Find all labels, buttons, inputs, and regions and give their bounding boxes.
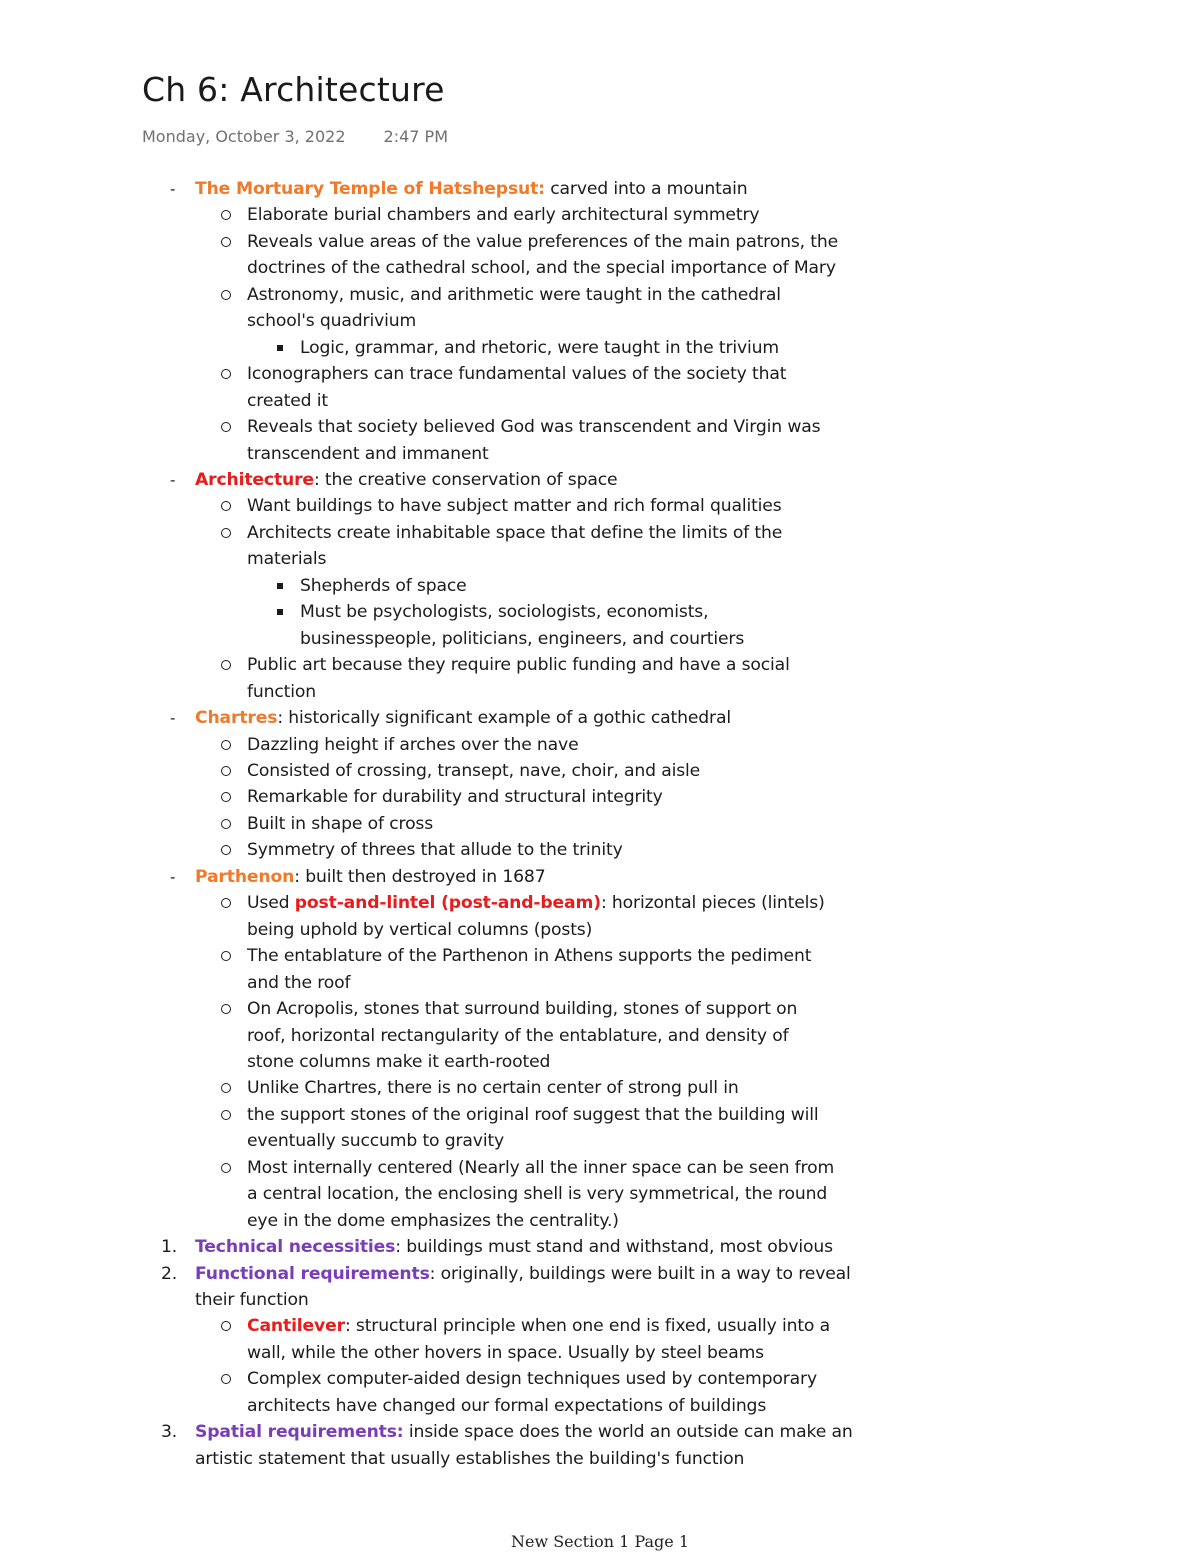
page-title: Ch 6: Architecture	[142, 70, 445, 109]
note-text: Dazzling height if arches over the nave	[247, 734, 579, 755]
note-text: Symmetry of threes that allude to the trinity	[247, 840, 623, 861]
note-line	[0, 1287, 1200, 1313]
note-text: Built in shape of cross	[247, 813, 434, 834]
note-line	[0, 176, 1200, 202]
note-line	[0, 388, 1200, 414]
note-line	[0, 1366, 1200, 1392]
page-time: 2:47 PM	[383, 127, 448, 146]
note-line	[0, 811, 1200, 837]
note-text: function	[247, 681, 317, 702]
note-text: businesspeople, politicians, engineers, and courtiers	[300, 628, 745, 649]
note-line	[0, 1181, 1200, 1207]
note-text: being uphold by vertical columns (posts)	[247, 919, 593, 940]
dash-bullet-icon: -	[170, 867, 176, 886]
circle-bullet-icon	[221, 369, 231, 379]
dash-bullet-icon: -	[170, 709, 176, 728]
circle-bullet-icon	[221, 237, 231, 247]
circle-bullet-icon	[221, 766, 231, 776]
highlighted-term: Chartres	[195, 708, 278, 729]
note-line	[0, 255, 1200, 281]
note-text: : structural principle when one end is fixed, usually into a	[344, 1316, 830, 1337]
note-text: wall, while the other hovers in space. Usually by steel beams	[247, 1342, 764, 1363]
note-line	[0, 784, 1200, 810]
note-text: eventually succumb to gravity	[247, 1131, 505, 1152]
highlighted-term: Functional requirements	[195, 1263, 430, 1284]
note-line	[0, 573, 1200, 599]
highlighted-term: Architecture	[195, 469, 314, 490]
page-date: Monday, October 3, 2022	[142, 127, 346, 146]
note-text: Logic, grammar, and rhetoric, were taught in the trivium	[300, 337, 779, 358]
note-line	[0, 229, 1200, 255]
note-line	[0, 732, 1200, 758]
note-line	[0, 1155, 1200, 1181]
note-text: school's quadrivium	[247, 311, 417, 332]
note-text: materials	[247, 549, 327, 570]
note-line	[0, 1075, 1200, 1101]
circle-bullet-icon	[221, 1004, 231, 1014]
note-text: Must be psychologists, sociologists, economists,	[300, 602, 709, 623]
note-text: : built then destroyed in 1687	[294, 866, 546, 887]
note-prefix: Used	[247, 893, 295, 914]
note-line	[0, 837, 1200, 863]
note-text: Consisted of crossing, transept, nave, choir, and aisle	[247, 760, 701, 781]
circle-bullet-icon	[221, 501, 231, 511]
note-line	[0, 493, 1200, 519]
note-text: Reveals value areas of the value preferences of the main patrons, the	[247, 231, 839, 252]
note-line	[0, 1446, 1200, 1472]
square-bullet-icon	[277, 583, 283, 589]
note-text: artistic statement that usually establishes the building's function	[195, 1448, 745, 1469]
circle-bullet-icon	[221, 792, 231, 802]
note-line	[0, 282, 1200, 308]
note-line	[0, 758, 1200, 784]
circle-bullet-icon	[221, 290, 231, 300]
note-text: roof, horizontal rectangularity of the entablature, and density of	[247, 1025, 789, 1046]
note-text: Architects create inhabitable space that define the limits of the	[247, 522, 783, 543]
note-text: and the roof	[247, 972, 351, 993]
note-line	[0, 626, 1200, 652]
dash-bullet-icon: -	[170, 180, 176, 198]
highlighted-term: Spatial requirements:	[195, 1422, 404, 1443]
circle-bullet-icon	[221, 422, 231, 432]
circle-bullet-icon	[221, 1163, 231, 1173]
note-line	[0, 599, 1200, 625]
note-text: stone columns make it earth-rooted	[247, 1051, 551, 1072]
note-line	[0, 1419, 1200, 1445]
note-text: Shepherds of space	[300, 575, 467, 596]
note-text: Most internally centered (Nearly all the inner space can be seen from	[247, 1157, 835, 1178]
note-text: On Acropolis, stones that surround building, stones of support on	[247, 999, 798, 1020]
note-line	[0, 652, 1200, 678]
note-line	[0, 1023, 1200, 1049]
page-meta	[142, 127, 448, 146]
circle-bullet-icon	[221, 845, 231, 855]
note-text: the support stones of the original roof suggest that the building will	[247, 1104, 819, 1125]
note-line	[0, 202, 1200, 228]
note-text: carved into a mountain	[544, 179, 748, 199]
note-text: transcendent and immanent	[247, 443, 489, 464]
note-line	[0, 1340, 1200, 1366]
note-text: : historically significant example of a gothic cathedral	[277, 708, 731, 729]
note-text: a central location, the enclosing shell is very symmetrical, the round	[247, 1184, 828, 1205]
note-text: Remarkable for durability and structural integrity	[247, 787, 663, 808]
note-line	[0, 361, 1200, 387]
square-bullet-icon	[277, 609, 283, 615]
page-footer: New Section 1 Page 1	[510, 1532, 690, 1551]
circle-bullet-icon	[221, 819, 231, 829]
note-line	[0, 917, 1200, 943]
note-line	[0, 1261, 1200, 1287]
note-text: Reveals that society believed God was transcendent and Virgin was	[247, 417, 821, 438]
note-line	[0, 1102, 1200, 1128]
note-line	[0, 308, 1200, 334]
highlighted-term: post-and-lintel (post-and-beam)	[294, 893, 601, 914]
note-text: The entablature of the Parthenon in Athens supports the pediment	[247, 946, 812, 967]
circle-bullet-icon	[221, 951, 231, 961]
note-line	[0, 467, 1200, 493]
note-line	[0, 864, 1200, 890]
circle-bullet-icon	[221, 1083, 231, 1093]
circle-bullet-icon	[221, 1374, 231, 1384]
note-line	[0, 890, 1200, 916]
circle-bullet-icon	[221, 660, 231, 670]
note-line	[0, 705, 1200, 731]
note-text: : originally, buildings were built in a way to reveal	[429, 1263, 851, 1284]
note-line	[0, 1393, 1200, 1419]
circle-bullet-icon	[221, 1321, 231, 1331]
note-line	[0, 970, 1200, 996]
circle-bullet-icon	[221, 740, 231, 750]
note-text: : the creative conservation of space	[313, 469, 618, 490]
note-text: inside space does the world an outside can make an	[403, 1422, 853, 1443]
list-number: 2.	[161, 1263, 178, 1284]
note-line	[0, 1128, 1200, 1154]
note-line	[0, 546, 1200, 572]
note-line	[0, 1208, 1200, 1234]
circle-bullet-icon	[221, 898, 231, 908]
note-line	[0, 1313, 1200, 1339]
note-line	[0, 1234, 1200, 1260]
note-text: created it	[247, 390, 328, 411]
dash-bullet-icon: -	[170, 470, 176, 489]
circle-bullet-icon	[221, 528, 231, 538]
note-text: : horizontal pieces (lintels)	[600, 893, 825, 914]
note-text: eye in the dome emphasizes the centrality.)	[247, 1210, 619, 1231]
note-line	[0, 335, 1200, 361]
note-line	[0, 414, 1200, 440]
note-text: Iconographers can trace fundamental values of the society that	[247, 364, 787, 385]
circle-bullet-icon	[221, 210, 231, 220]
note-text: Want buildings to have subject matter and rich formal qualities	[247, 496, 782, 517]
note-text: Public art because they require public funding and have a social	[247, 655, 790, 676]
note-line	[0, 520, 1200, 546]
list-number: 3.	[161, 1422, 178, 1443]
note-text: : buildings must stand and withstand, most obvious	[395, 1237, 833, 1258]
note-text: Astronomy, music, and arithmetic were taught in the cathedral	[247, 284, 781, 305]
note-text: architects have changed our formal expectations of buildings	[247, 1395, 767, 1416]
highlighted-term: Parthenon	[195, 866, 295, 887]
circle-bullet-icon	[221, 1110, 231, 1120]
note-line	[0, 1049, 1200, 1075]
notes-body	[0, 176, 1200, 1472]
note-text: Unlike Chartres, there is no certain center of strong pull in	[247, 1078, 739, 1099]
list-number: 1.	[161, 1237, 178, 1258]
note-text: their function	[195, 1290, 309, 1311]
highlighted-term: Technical necessities	[195, 1237, 396, 1258]
note-text: Complex computer-aided design techniques used by contemporary	[247, 1369, 817, 1390]
square-bullet-icon	[277, 345, 283, 351]
highlighted-term: The Mortuary Temple of Hatshepsut:	[195, 179, 545, 199]
highlighted-term: Cantilever	[247, 1316, 345, 1337]
note-line	[0, 441, 1200, 467]
note-line	[0, 679, 1200, 705]
note-text: doctrines of the cathedral school, and the special importance of Mary	[247, 258, 836, 279]
note-line	[0, 943, 1200, 969]
note-line	[0, 996, 1200, 1022]
note-text: Elaborate burial chambers and early architectural symmetry	[247, 205, 760, 226]
